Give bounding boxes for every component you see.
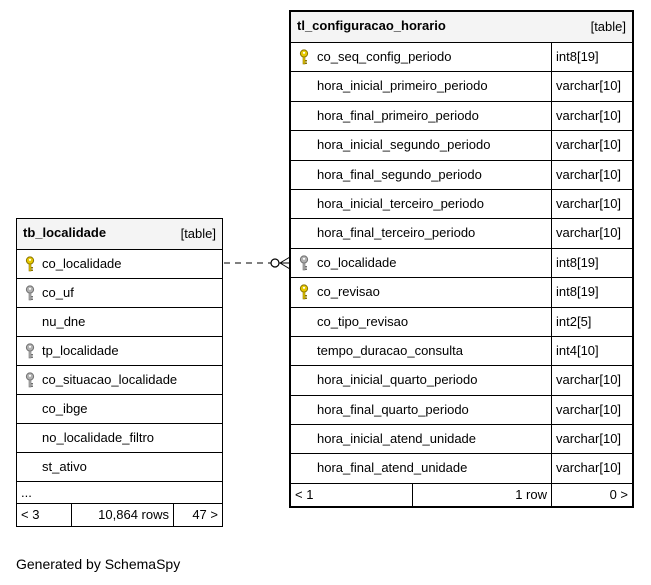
column-type: varchar[10] xyxy=(556,137,622,153)
column-row-tp-localidade[interactable] xyxy=(17,337,222,366)
column-row-hora-final-segundo-periodo[interactable] xyxy=(291,161,632,190)
column-row-hora-final-atend-unidade[interactable] xyxy=(291,454,632,483)
column-row-hora-final-quarto-periodo[interactable] xyxy=(291,396,632,425)
column-name[interactable]: no_localidade_filtro xyxy=(42,430,155,445)
table-tb-localidade[interactable] xyxy=(16,218,223,527)
column-row-no-localidade-filtro[interactable] xyxy=(17,424,222,453)
more-columns-row xyxy=(17,482,222,504)
column-type-cell xyxy=(551,72,632,100)
column-type: int8[19] xyxy=(556,254,599,270)
more-columns-text: ... xyxy=(21,485,32,500)
foreign-key-icon xyxy=(25,285,35,301)
column-type-cell xyxy=(551,396,632,424)
column-row-hora-final-terceiro-periodo[interactable] xyxy=(291,219,632,248)
column-name[interactable]: hora_final_primeiro_periodo xyxy=(317,107,479,123)
column-row-hora-inicial-quarto-periodo[interactable] xyxy=(291,366,632,395)
table-name[interactable]: tl_configuracao_horario xyxy=(297,18,446,33)
column-name[interactable]: hora_final_segundo_periodo xyxy=(317,166,482,182)
column-name[interactable]: co_localidade xyxy=(42,256,122,271)
footer-children-cell[interactable] xyxy=(551,484,632,506)
column-type: int2[5] xyxy=(556,313,592,329)
table-kind: [table] xyxy=(590,19,626,34)
column-name[interactable]: hora_final_terceiro_periodo xyxy=(317,225,476,241)
column-row-hora-final-primeiro-periodo[interactable] xyxy=(291,102,632,131)
footer-rows-cell xyxy=(71,504,173,526)
column-type-cell xyxy=(551,337,632,365)
row-count: 1 row xyxy=(515,486,547,502)
column-name[interactable]: co_seq_config_periodo xyxy=(317,49,452,64)
column-row-co-localidade[interactable] xyxy=(291,249,632,278)
table-footer xyxy=(17,504,222,526)
column-name[interactable]: hora_inicial_segundo_periodo xyxy=(317,137,491,153)
column-type: varchar[10] xyxy=(556,401,622,417)
children-count[interactable]: 47 > xyxy=(192,507,218,522)
column-row-co-tipo-revisao[interactable] xyxy=(291,308,632,337)
zero-cardinality-icon xyxy=(271,259,279,267)
column-type-cell xyxy=(551,366,632,394)
column-name[interactable]: hora_inicial_primeiro_periodo xyxy=(317,78,488,94)
column-row-hora-inicial-terceiro-periodo[interactable] xyxy=(291,190,632,219)
column-row-st-ativo[interactable] xyxy=(17,453,222,482)
column-type-cell xyxy=(551,308,632,336)
footer-parents-cell[interactable] xyxy=(17,504,71,526)
column-type: varchar[10] xyxy=(556,107,622,123)
column-name[interactable]: hora_final_quarto_periodo xyxy=(317,401,469,417)
column-type: varchar[10] xyxy=(556,225,622,241)
column-row-co-ibge[interactable] xyxy=(17,395,222,424)
column-name[interactable]: hora_inicial_quarto_periodo xyxy=(317,372,478,388)
column-type: varchar[10] xyxy=(556,166,622,182)
column-row-co-situacao-localidade[interactable] xyxy=(17,366,222,395)
column-type: varchar[10] xyxy=(556,431,622,447)
column-type-cell xyxy=(551,249,632,277)
column-name[interactable]: hora_inicial_atend_unidade xyxy=(317,431,477,447)
column-name[interactable]: co_uf xyxy=(42,285,74,300)
column-name[interactable]: co_ibge xyxy=(42,401,88,416)
column-name[interactable]: nu_dne xyxy=(42,314,86,329)
column-type: int8[19] xyxy=(556,49,599,64)
column-type-cell xyxy=(551,278,632,306)
column-type: varchar[10] xyxy=(556,372,622,388)
parents-count[interactable]: < 3 xyxy=(21,507,40,522)
column-type-cell xyxy=(551,190,632,218)
column-name[interactable]: co_tipo_revisao xyxy=(317,313,409,329)
column-type-cell xyxy=(551,131,632,159)
column-row-hora-inicial-segundo-periodo[interactable] xyxy=(291,131,632,160)
generated-by-label: Generated by SchemaSpy xyxy=(16,556,181,572)
column-type: int4[10] xyxy=(556,342,599,358)
footer-children-cell[interactable] xyxy=(173,504,222,526)
primary-key-icon xyxy=(25,256,35,272)
column-row-hora-inicial-atend-unidade[interactable] xyxy=(291,425,632,454)
table-header[interactable] xyxy=(291,12,632,43)
foreign-key-icon xyxy=(299,255,309,271)
table-header[interactable] xyxy=(17,219,222,250)
footer-parents-cell[interactable] xyxy=(291,484,412,506)
column-row-co-localidade[interactable] xyxy=(17,250,222,279)
table-footer xyxy=(291,484,632,506)
column-name[interactable]: co_revisao xyxy=(317,284,380,300)
table-kind: [table] xyxy=(180,226,216,241)
foreign-key-icon xyxy=(25,372,35,388)
column-row-co-uf[interactable] xyxy=(17,279,222,308)
column-type-cell xyxy=(551,454,632,482)
column-name[interactable]: tp_localidade xyxy=(42,343,119,358)
column-type-cell xyxy=(551,161,632,189)
column-type: varchar[10] xyxy=(556,78,622,94)
column-row-nu-dne[interactable] xyxy=(17,308,222,337)
column-type: varchar[10] xyxy=(556,195,622,211)
column-row-tempo-duracao-consulta[interactable] xyxy=(291,337,632,366)
parents-count[interactable]: < 1 xyxy=(295,486,314,502)
foreign-key-icon xyxy=(25,343,35,359)
column-name[interactable]: co_situacao_localidade xyxy=(42,372,178,387)
column-type: varchar[10] xyxy=(556,460,622,476)
column-type-cell xyxy=(551,102,632,130)
column-type: int8[19] xyxy=(556,284,599,300)
column-type-cell xyxy=(551,219,632,247)
column-row-hora-inicial-primeiro-periodo[interactable] xyxy=(291,72,632,101)
children-count[interactable]: 0 > xyxy=(609,486,628,502)
column-name[interactable]: co_localidade xyxy=(317,254,397,270)
table-tl-configuracao-horario[interactable] xyxy=(289,10,634,508)
table-name[interactable]: tb_localidade xyxy=(23,225,107,240)
column-row-co-revisao[interactable] xyxy=(291,278,632,307)
primary-key-icon xyxy=(299,284,309,300)
primary-key-icon xyxy=(299,49,309,65)
footer-rows-cell xyxy=(412,484,551,506)
column-type-cell xyxy=(551,43,632,71)
column-name[interactable]: st_ativo xyxy=(42,459,87,474)
column-row-co-seq-config-periodo[interactable] xyxy=(291,43,632,72)
column-name[interactable]: hora_final_atend_unidade xyxy=(317,460,468,476)
row-count: 10,864 rows xyxy=(98,507,169,522)
column-type-cell xyxy=(551,425,632,453)
column-name[interactable]: hora_inicial_terceiro_periodo xyxy=(317,195,484,211)
column-name[interactable]: tempo_duracao_consulta xyxy=(317,342,463,358)
